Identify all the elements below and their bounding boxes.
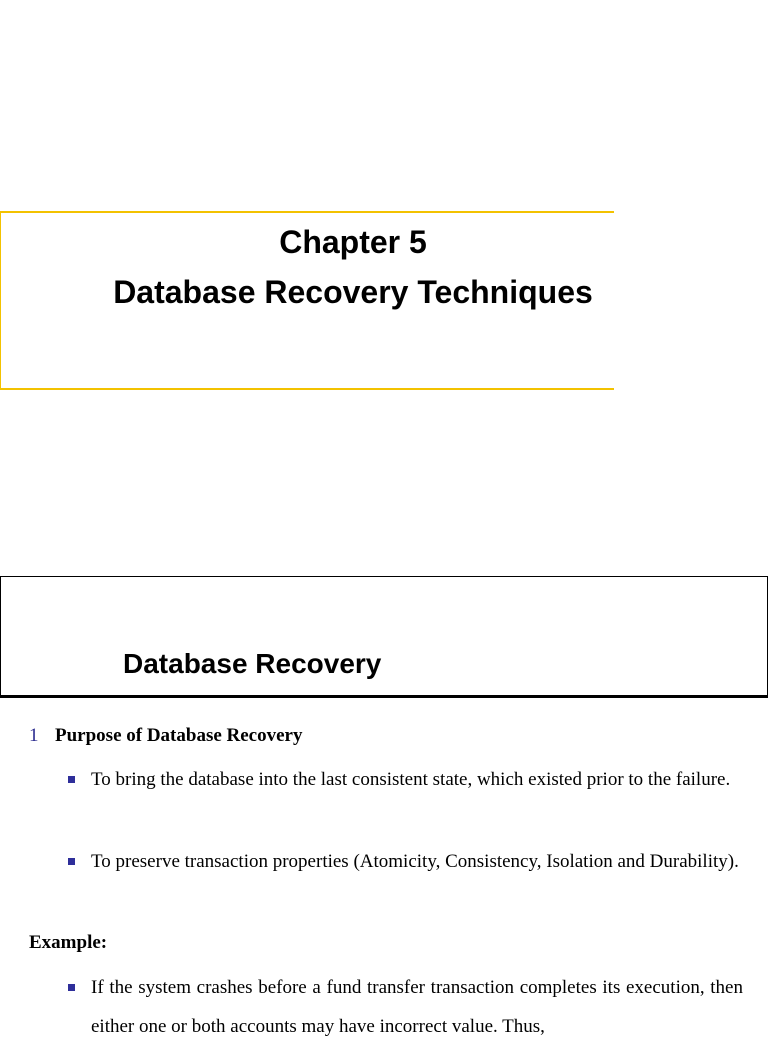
bullet-text: To preserve transaction properties (Atomicity, Consistency, Isolation and Durability).	[91, 851, 739, 872]
section-title: Database Recovery	[123, 648, 382, 679]
bullet-square-icon	[68, 858, 75, 865]
list-item-heading: Purpose of Database Recovery	[55, 725, 303, 746]
section-header-box	[0, 576, 768, 698]
bullet-text: To bring the database into the last consistent state, which existed prior to the failure.	[91, 769, 731, 790]
chapter-title: Database Recovery Techniques	[113, 274, 593, 310]
example-label: Example:	[29, 932, 108, 953]
bullet-square-icon	[68, 776, 75, 783]
bullet-text: If the system crashes before a fund transfer transaction completes its execution, then either one or both accounts may have incorrect value. Thus,	[91, 977, 743, 1037]
bullet-square-icon	[68, 984, 75, 991]
list-item-number: 1	[29, 725, 39, 746]
chapter-number: Chapter 5	[279, 224, 427, 260]
